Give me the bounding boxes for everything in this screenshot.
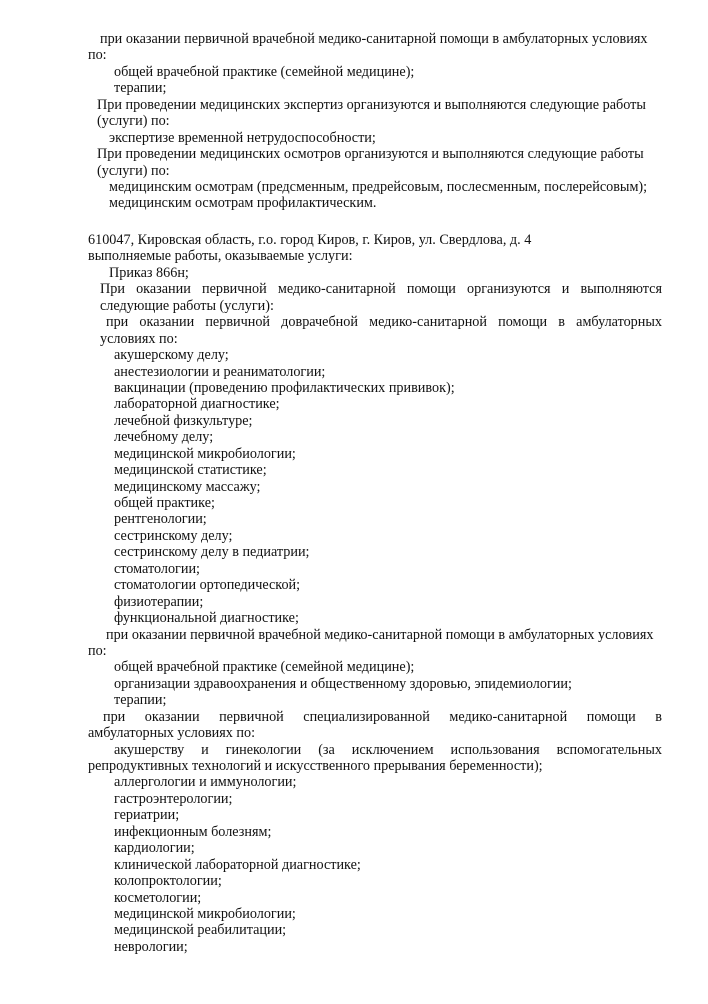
list-item: функциональной диагностике;	[114, 610, 299, 627]
list-item: терапии;	[114, 692, 167, 709]
section-continuation	[88, 31, 662, 212]
list-item: общей врачебной практике (семейной медицине);	[114, 63, 415, 80]
list-item: вакцинации (проведению профилактических прививок);	[114, 379, 455, 396]
list-item: неврологии;	[114, 938, 188, 955]
list-item: анестезиологии и реаниматологии;	[114, 363, 326, 380]
list-item: экспертизе временной нетрудоспособности;	[109, 129, 376, 146]
list-item: общей практике;	[114, 495, 215, 511]
list-item: аллергологии и иммунологии;	[114, 774, 297, 791]
paragraph-heading: при оказании первичной врачебной медико-санитарной помощи в амбулаторных условиях	[100, 31, 648, 47]
list-item: медицинской микробиологии;	[114, 905, 296, 922]
list-item: терапии;	[114, 80, 167, 97]
list-item: организации здравоохранения и общественному здоровью, эпидемиологии;	[114, 675, 572, 692]
list-item: медицинскому массажу;	[114, 478, 261, 495]
list-item: гастроэнтерологии;	[114, 790, 233, 807]
prevrach-heading-cont: условиях по:	[100, 330, 178, 347]
list-item: медицинской микробиологии;	[114, 445, 296, 462]
section-address	[88, 232, 662, 955]
list-item: лечебному делу;	[114, 429, 214, 446]
list-item: лабораторной диагностике;	[114, 396, 280, 413]
list-item: стоматологии ортопедической;	[114, 577, 301, 594]
list-item: гериатрии;	[114, 807, 180, 824]
list-item: колопроктологии;	[114, 873, 222, 890]
spec-first-item: акушерству и гинекологии (за исключением использования вспомогательных	[114, 741, 662, 758]
spec-heading-cont: амбулаторных условиях по:	[88, 725, 256, 742]
list-item: медицинским осмотрам (предсменным, предрейсовым, послесменным, послерейсовым);	[109, 178, 648, 195]
list-item: медицинской статистике;	[114, 462, 267, 479]
list-item: медицинским осмотрам профилактическим.	[109, 195, 377, 212]
vrach-heading-cont: по:	[88, 642, 107, 659]
paragraph-heading: При проведении медицинских осмотров организуются и выполняются следующие работы	[97, 146, 644, 163]
intro-line: выполняемые работы, оказываемые услуги:	[88, 248, 353, 265]
paragraph-heading: При проведении медицинских экспертиз организуются и выполняются следующие работы	[97, 96, 646, 113]
list-item: сестринскому делу;	[114, 527, 233, 544]
paragraph-heading-cont: (услуги) по:	[97, 162, 170, 179]
list-item: общей врачебной практике (семейной медицине);	[114, 659, 415, 676]
paragraph-heading-cont: по:	[88, 47, 107, 64]
order-line: Приказ 866н;	[109, 264, 189, 281]
list-item: рентгенологии;	[114, 511, 207, 528]
paragraph-heading-cont: (услуги) по:	[97, 113, 170, 130]
list-item: кардиологии;	[114, 840, 195, 857]
list-item: косметологии;	[114, 889, 202, 906]
list-item: лечебной физкультуре;	[114, 412, 253, 429]
address-line: 610047, Кировская область, г.о. город Киров, г. Киров, ул. Свердлова, д. 4	[88, 232, 532, 248]
list-item: акушерскому делу;	[114, 347, 229, 364]
spec-heading: при оказании первичной специализированной медико-санитарной помощи в	[103, 708, 662, 725]
spec-first-item-cont: репродуктивных технологий и искусственного прерывания беременности);	[88, 758, 543, 774]
list-item: физиотерапии;	[114, 593, 204, 610]
list-item: клинической лабораторной диагностике;	[114, 856, 361, 873]
list-item: сестринскому делу в педиатрии;	[114, 544, 310, 561]
prevrach-heading: при оказании первичной доврачебной медико-санитарной помощи в амбулаторных	[106, 314, 662, 331]
primary-heading: При оказании первичной медико-санитарной помощи организуются и выполняются	[100, 281, 662, 298]
list-item: стоматологии;	[114, 560, 200, 577]
vrach-heading: при оказании первичной врачебной медико-санитарной помощи в амбулаторных условиях	[106, 626, 654, 643]
list-item: медицинской реабилитации;	[114, 922, 287, 939]
list-item: инфекционным болезням;	[114, 823, 272, 840]
primary-heading-cont: следующие работы (услуги):	[100, 297, 274, 314]
